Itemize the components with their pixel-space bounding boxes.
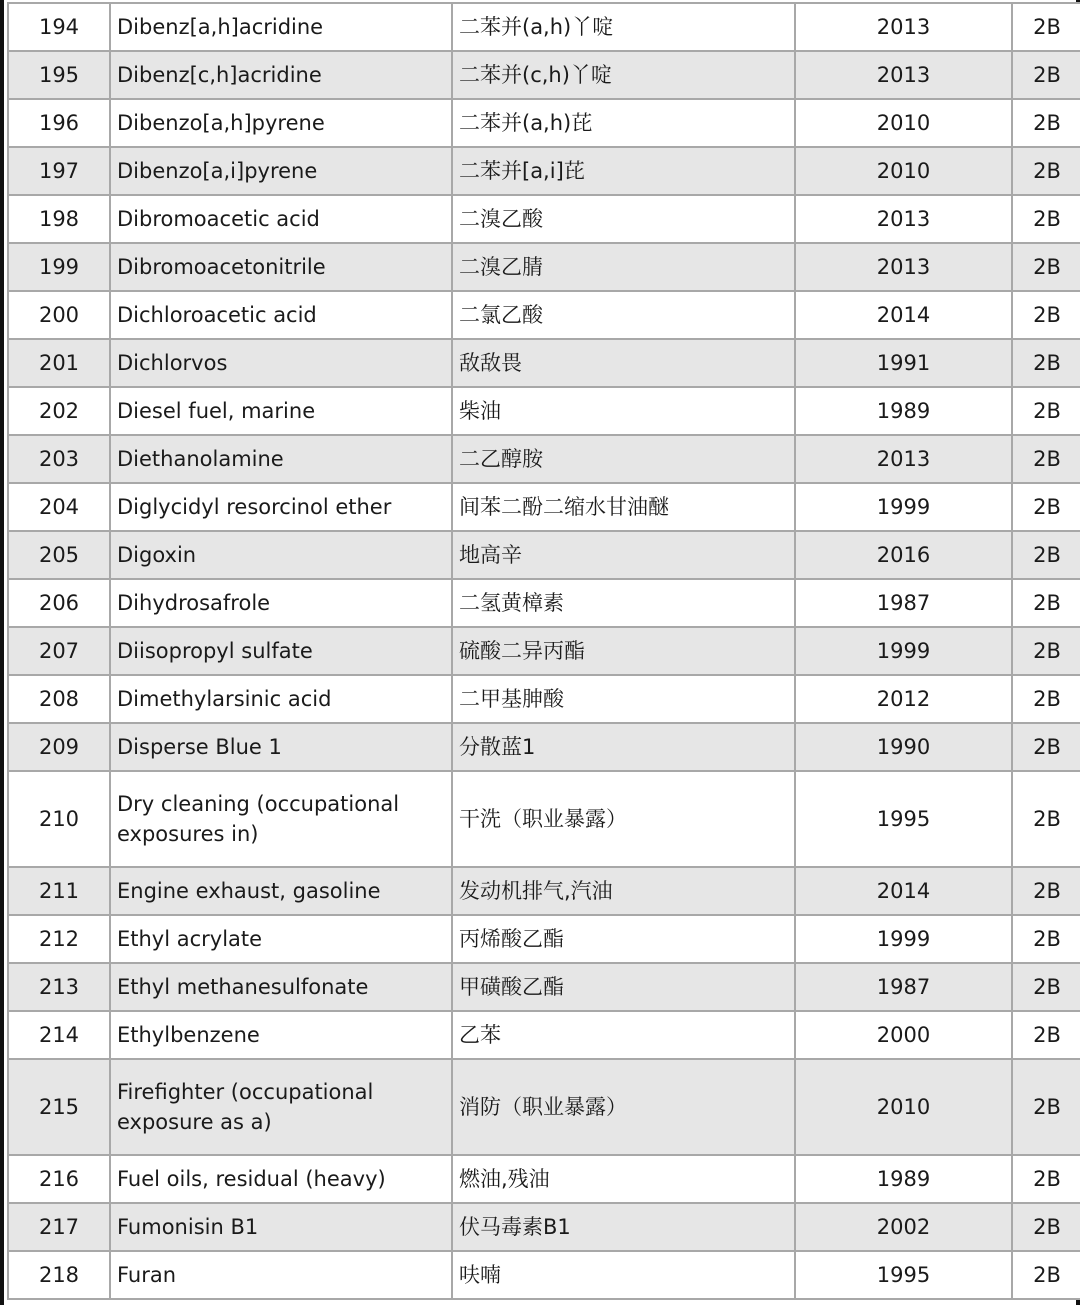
agent-name-en: Engine exhaust, gasoline [110,867,452,915]
iarc-group: 2B [1012,1251,1080,1299]
iarc-group: 2B [1012,435,1080,483]
agent-name-zh: 干洗（职业暴露） [452,771,795,867]
iarc-group: 2B [1012,339,1080,387]
table-row [8,1059,1080,1155]
iarc-group: 2B [1012,1059,1080,1155]
agent-name-en: Ethyl methanesulfonate [110,963,452,1011]
agent-number: 207 [8,627,110,675]
agent-name-zh: 发动机排气,汽油 [452,867,795,915]
agent-name-en: Ethylbenzene [110,1011,452,1059]
agent-number: 211 [8,867,110,915]
table-row [8,1011,1080,1059]
table-row [8,51,1080,99]
table-row [8,627,1080,675]
table-row [8,675,1080,723]
agent-number: 203 [8,435,110,483]
agent-name-en: Dichlorvos [110,339,452,387]
carcinogen-table-body [8,3,1080,1299]
agent-name-zh: 伏马毒素B1 [452,1203,795,1251]
iarc-group: 2B [1012,243,1080,291]
iarc-group: 2B [1012,867,1080,915]
iarc-group: 2B [1012,963,1080,1011]
agent-number: 202 [8,387,110,435]
agent-number: 201 [8,339,110,387]
agent-number: 199 [8,243,110,291]
agent-number: 204 [8,483,110,531]
agent-name-zh: 消防（职业暴露） [452,1059,795,1155]
iarc-group: 2B [1012,627,1080,675]
agent-number: 215 [8,1059,110,1155]
agent-name-zh: 呋喃 [452,1251,795,1299]
iarc-group: 2B [1012,675,1080,723]
iarc-group: 2B [1012,915,1080,963]
iarc-group: 2B [1012,147,1080,195]
evaluation-year: 1995 [795,1251,1012,1299]
agent-name-en: Dibenzo[a,h]pyrene [110,99,452,147]
agent-name-zh: 丙烯酸乙酯 [452,915,795,963]
agent-number: 206 [8,579,110,627]
table-row [8,1155,1080,1203]
agent-name-zh: 二苯并(c,h)丫啶 [452,51,795,99]
iarc-group: 2B [1012,579,1080,627]
iarc-group: 2B [1012,1011,1080,1059]
evaluation-year: 1989 [795,1155,1012,1203]
table-row [8,435,1080,483]
agent-name-zh: 二氢黄樟素 [452,579,795,627]
iarc-group: 2B [1012,483,1080,531]
evaluation-year: 1987 [795,579,1012,627]
table-row [8,963,1080,1011]
table-row [8,483,1080,531]
iarc-group: 2B [1012,291,1080,339]
agent-number: 217 [8,1203,110,1251]
agent-number: 198 [8,195,110,243]
evaluation-year: 1999 [795,483,1012,531]
agent-name-en: Dimethylarsinic acid [110,675,452,723]
iarc-group: 2B [1012,723,1080,771]
agent-name-en: Furan [110,1251,452,1299]
agent-name-zh: 二甲基胂酸 [452,675,795,723]
agent-name-en: Firefighter (occupational exposure as a) [110,1059,452,1155]
agent-name-zh: 二苯并(a,h)芘 [452,99,795,147]
agent-name-zh: 甲磺酸乙酯 [452,963,795,1011]
evaluation-year: 2013 [795,51,1012,99]
table-row [8,387,1080,435]
agent-name-zh: 间苯二酚二缩水甘油醚 [452,483,795,531]
agent-name-en: Dibenz[a,h]acridine [110,3,452,51]
table-row [8,771,1080,867]
agent-name-en: Dichloroacetic acid [110,291,452,339]
table-row [8,147,1080,195]
agent-name-en: Dry cleaning (occupational exposures in) [110,771,452,867]
agent-name-zh: 二溴乙腈 [452,243,795,291]
table-row [8,915,1080,963]
agent-name-zh: 分散蓝1 [452,723,795,771]
table-row [8,339,1080,387]
table-row [8,291,1080,339]
evaluation-year: 1995 [795,771,1012,867]
agent-name-en: Dibromoacetonitrile [110,243,452,291]
agent-number: 214 [8,1011,110,1059]
iarc-group: 2B [1012,195,1080,243]
evaluation-year: 2014 [795,291,1012,339]
agent-name-zh: 二苯并(a,h)丫啶 [452,3,795,51]
agent-name-en: Dibenz[c,h]acridine [110,51,452,99]
iarc-group: 2B [1012,51,1080,99]
evaluation-year: 2010 [795,99,1012,147]
agent-name-zh: 柴油 [452,387,795,435]
evaluation-year: 2013 [795,3,1012,51]
iarc-group: 2B [1012,3,1080,51]
agent-name-en: Dibenzo[a,i]pyrene [110,147,452,195]
evaluation-year: 2013 [795,243,1012,291]
table-row [8,1203,1080,1251]
table-row [8,243,1080,291]
table-row [8,579,1080,627]
agent-number: 195 [8,51,110,99]
agent-name-zh: 敌敌畏 [452,339,795,387]
iarc-group: 2B [1012,771,1080,867]
agent-number: 209 [8,723,110,771]
table-row [8,531,1080,579]
agent-name-en: Fumonisin B1 [110,1203,452,1251]
evaluation-year: 1987 [795,963,1012,1011]
agent-name-en: Dibromoacetic acid [110,195,452,243]
iarc-group: 2B [1012,387,1080,435]
agent-number: 218 [8,1251,110,1299]
agent-number: 200 [8,291,110,339]
agent-number: 196 [8,99,110,147]
agent-number: 216 [8,1155,110,1203]
agent-name-zh: 二乙醇胺 [452,435,795,483]
evaluation-year: 1999 [795,915,1012,963]
agent-name-en: Diethanolamine [110,435,452,483]
agent-name-en: Ethyl acrylate [110,915,452,963]
evaluation-year: 2010 [795,1059,1012,1155]
agent-name-en: Digoxin [110,531,452,579]
agent-name-zh: 二溴乙酸 [452,195,795,243]
agent-name-zh: 燃油,残油 [452,1155,795,1203]
evaluation-year: 1990 [795,723,1012,771]
agent-name-zh: 硫酸二异丙酯 [452,627,795,675]
agent-name-zh: 乙苯 [452,1011,795,1059]
evaluation-year: 2000 [795,1011,1012,1059]
agent-name-zh: 地高辛 [452,531,795,579]
agent-number: 194 [8,3,110,51]
agent-name-en: Diisopropyl sulfate [110,627,452,675]
carcinogen-table [7,2,1080,1300]
agent-name-zh: 二氯乙酸 [452,291,795,339]
agent-number: 205 [8,531,110,579]
agent-number: 208 [8,675,110,723]
evaluation-year: 2012 [795,675,1012,723]
evaluation-year: 2010 [795,147,1012,195]
evaluation-year: 1991 [795,339,1012,387]
table-row [8,3,1080,51]
evaluation-year: 2002 [795,1203,1012,1251]
table-row [8,99,1080,147]
agent-number: 213 [8,963,110,1011]
iarc-group: 2B [1012,1203,1080,1251]
agent-name-en: Disperse Blue 1 [110,723,452,771]
agent-number: 212 [8,915,110,963]
iarc-group: 2B [1012,99,1080,147]
agent-name-en: Dihydrosafrole [110,579,452,627]
evaluation-year: 2016 [795,531,1012,579]
table-row [8,867,1080,915]
table-row [8,723,1080,771]
evaluation-year: 2013 [795,195,1012,243]
agent-name-en: Diesel fuel, marine [110,387,452,435]
evaluation-year: 1989 [795,387,1012,435]
agent-number: 197 [8,147,110,195]
evaluation-year: 1999 [795,627,1012,675]
evaluation-year: 2014 [795,867,1012,915]
table-row [8,1251,1080,1299]
agent-name-en: Diglycidyl resorcinol ether [110,483,452,531]
agent-name-en: Fuel oils, residual (heavy) [110,1155,452,1203]
agent-name-zh: 二苯并[a,i]芘 [452,147,795,195]
iarc-group: 2B [1012,1155,1080,1203]
table-row [8,195,1080,243]
iarc-group: 2B [1012,531,1080,579]
evaluation-year: 2013 [795,435,1012,483]
agent-number: 210 [8,771,110,867]
